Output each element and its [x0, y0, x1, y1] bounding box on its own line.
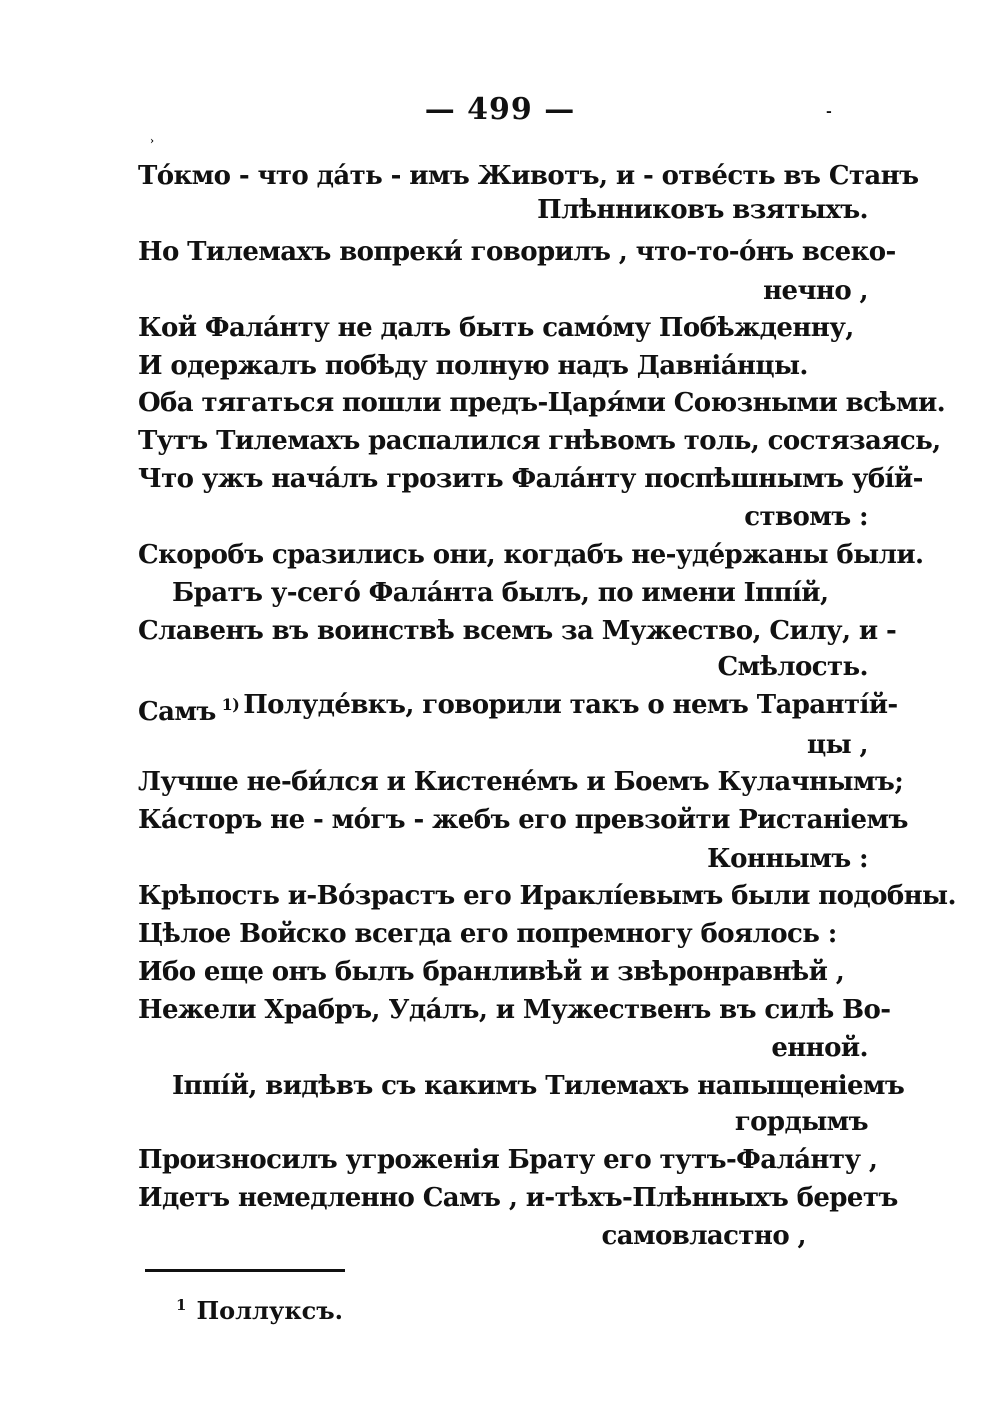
text-line: Кой Фала́нту не далъ быть само́му Побѣжденну,: [138, 313, 854, 343]
footnote: [176, 1296, 343, 1325]
text-line: енной.: [771, 1033, 868, 1063]
text-line: самовластно ,: [601, 1221, 806, 1251]
text-line: Что ужъ нача́лъ грозить Фала́нту поспѣшнымъ убі́й-: [138, 464, 923, 494]
text-line: цы ,: [807, 730, 868, 760]
text-line: гордымъ: [734, 1107, 868, 1137]
text-line: Славенъ въ воинствѣ всемъ за Мужество, Силу, и -: [138, 616, 897, 646]
text-line: Плѣнниковъ взятыхъ.: [537, 195, 868, 225]
text-line: Лучше не-би́лся и Кистене́мъ и Боемъ Кулачнымъ;: [138, 767, 904, 797]
text-line: Братъ у-сего́ Фала́нта былъ, по имени Іппі́й,: [172, 578, 829, 608]
text-line: нечно ,: [763, 276, 868, 306]
ink-speck: ›: [150, 136, 154, 147]
text-line: Тутъ Тилемахъ распалился гнѣвомъ толь, состязаясь,: [138, 426, 941, 456]
text-line: Скоробъ сразились они, когдабъ не-уде́ржаны были.: [138, 540, 924, 570]
footnote-marker: 1: [176, 1296, 187, 1314]
footnote-text: Поллуксъ.: [196, 1296, 344, 1325]
text-line: Ка́сторъ не - мо́гъ - жебъ его превзойти Ристаніемъ: [138, 805, 908, 835]
ink-speck: ‑: [826, 104, 832, 120]
text-line: ствомъ :: [744, 502, 868, 532]
text-line: Смѣлость.: [717, 652, 868, 682]
text-line: И одержалъ побѣду полную надъ Давніа́нцы.: [138, 351, 808, 381]
footnote-divider: [145, 1269, 345, 1272]
text-line-end: Полуде́вкъ, говорили такъ о немъ Таранті́й-: [243, 690, 898, 720]
text-line: Коннымъ :: [707, 844, 868, 874]
text-line-start: Самъ $^{1)}$: [138, 695, 240, 727]
text-line: Нежели Храбръ, Уда́лъ, и Мужественъ въ силѣ Во-: [138, 995, 891, 1025]
text-line: Цѣлое Войско всегда его попремногу боялось :: [138, 919, 837, 949]
footnote-reference: 1): [221, 695, 240, 714]
text-line: Но Тилемахъ вопреки́ говорилъ , что-то-о́нъ всеко-: [138, 237, 896, 267]
page-number: — 499 —: [424, 92, 576, 127]
text-line: То́кмо - что да́ть - имъ Животъ, и - отве́сть въ Станъ: [138, 161, 919, 191]
text-line: Крѣпость и-Во́зрастъ его Ираклі́евымъ были подобны.: [138, 881, 956, 911]
text-line: Произносилъ угроженія Брату его тутъ-Фала́нту ,: [138, 1145, 878, 1175]
text-line-with-footnote: [138, 686, 898, 731]
text-line: Іппі́й, видѣвъ съ какимъ Тилемахъ напыщеніемъ: [172, 1071, 905, 1101]
text-line: Оба тягаться пошли предъ-Царя́ми Союзными всѣми.: [138, 388, 946, 418]
text-line: Ибо еще онъ былъ бранливѣй и звѣронравнѣй ,: [138, 957, 845, 987]
text-line: Идетъ немедленно Самъ , и-тѣхъ-Плѣнныхъ беретъ: [138, 1183, 898, 1213]
